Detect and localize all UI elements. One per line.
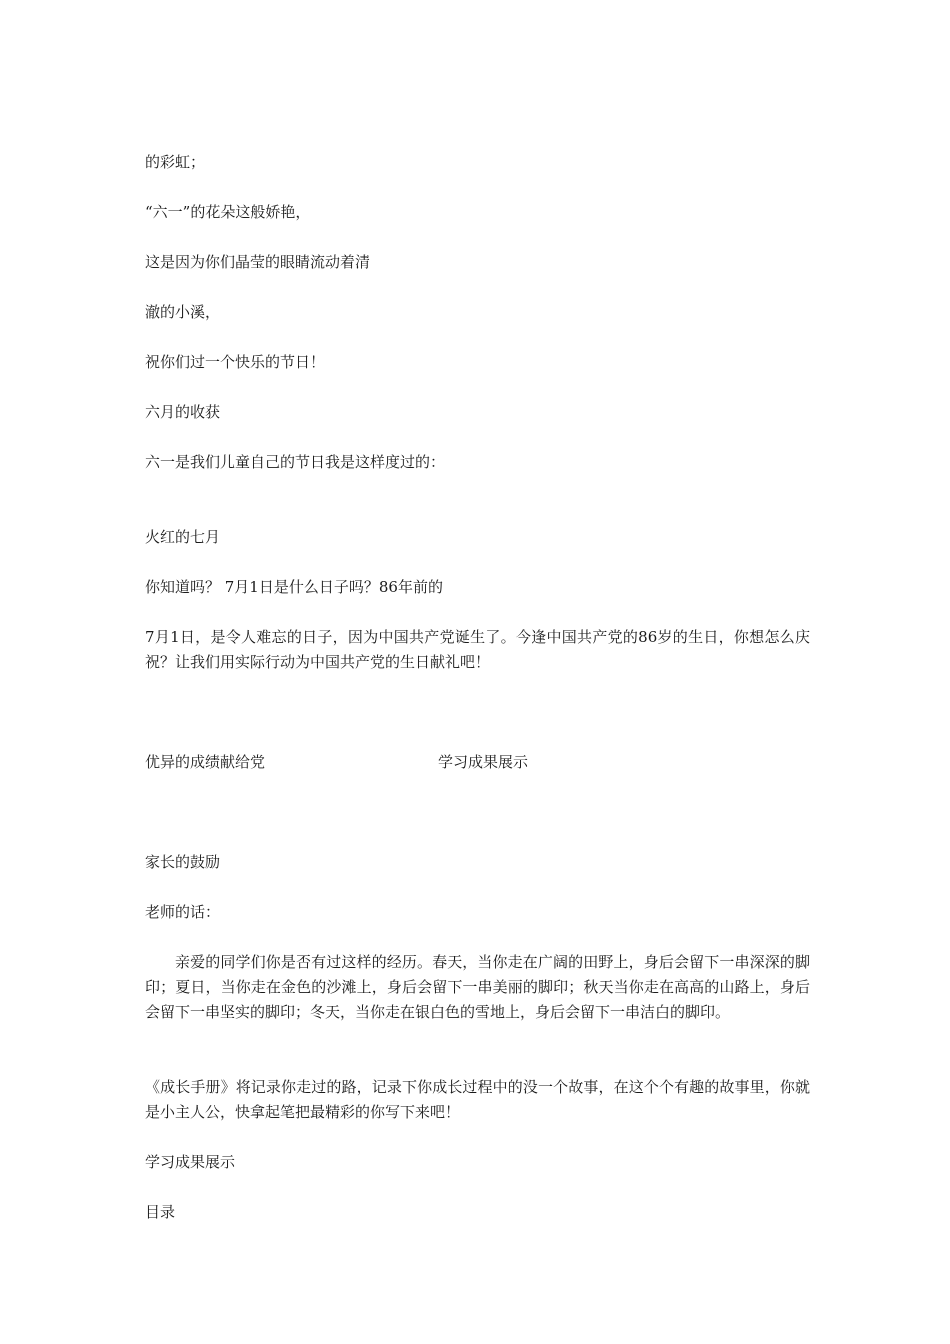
text-line-wish: 祝你们过一个快乐的节日！ (145, 353, 326, 371)
section-heading-july: 火红的七月 (145, 528, 221, 546)
text-line-grades-for-party: 优异的成绩献给党 (145, 753, 266, 771)
text-line-flowers: “六一”的花朵这般娇艳， (145, 203, 311, 221)
section-heading-june: 六月的收获 (145, 403, 221, 421)
text-line-rainbow: 的彩虹； (145, 153, 206, 171)
paragraph-teacher-words: 亲爱的同学们你是否有过这样的经历。春天，当你走在广阔的田野上，身后会留下一串深深的脚印；夏日，当你走在金色的沙滩上，身后会留下一串美丽的脚印；秋天当你走在高高的山路上，身后会留下一串坚实的脚印；冬天，当你走在银白色的雪地上，身后会留下一串洁白的脚印。 (145, 953, 810, 1021)
text-line-childrens-day: 六一是我们儿童自己的节日我是这样度过的： (145, 453, 446, 471)
section-heading-learning-results: 学习成果展示 (145, 1153, 236, 1171)
paragraph-growth-handbook: 《成长手册》将记录你走过的路，记录下你成长过程中的没一个故事，在这个个有趣的故事里，你就是小主人公，快拿起笔把最精彩的你写下来吧！ (145, 1078, 810, 1121)
paragraph-party-birthday: 7月1日，是令人难忘的日子，因为中国共产党诞生了。今逢中国共产党的86岁的生日，你想怎么庆祝？让我们用实际行动为中国共产党的生日献礼吧！ (145, 628, 810, 671)
text-line-stream: 澈的小溪， (145, 303, 221, 321)
section-heading-parents: 家长的鼓励 (145, 853, 221, 871)
section-heading-teacher: 老师的话： (145, 903, 221, 921)
text-line-learning-results: 学习成果展示 (438, 753, 529, 771)
section-heading-contents: 目录 (145, 1203, 176, 1221)
text-line-eyes: 这是因为你们晶莹的眼睛流动着清 (145, 253, 371, 271)
text-line-do-you-know: 你知道吗？ 7月1日是什么日子吗？86年前的 (145, 578, 443, 596)
